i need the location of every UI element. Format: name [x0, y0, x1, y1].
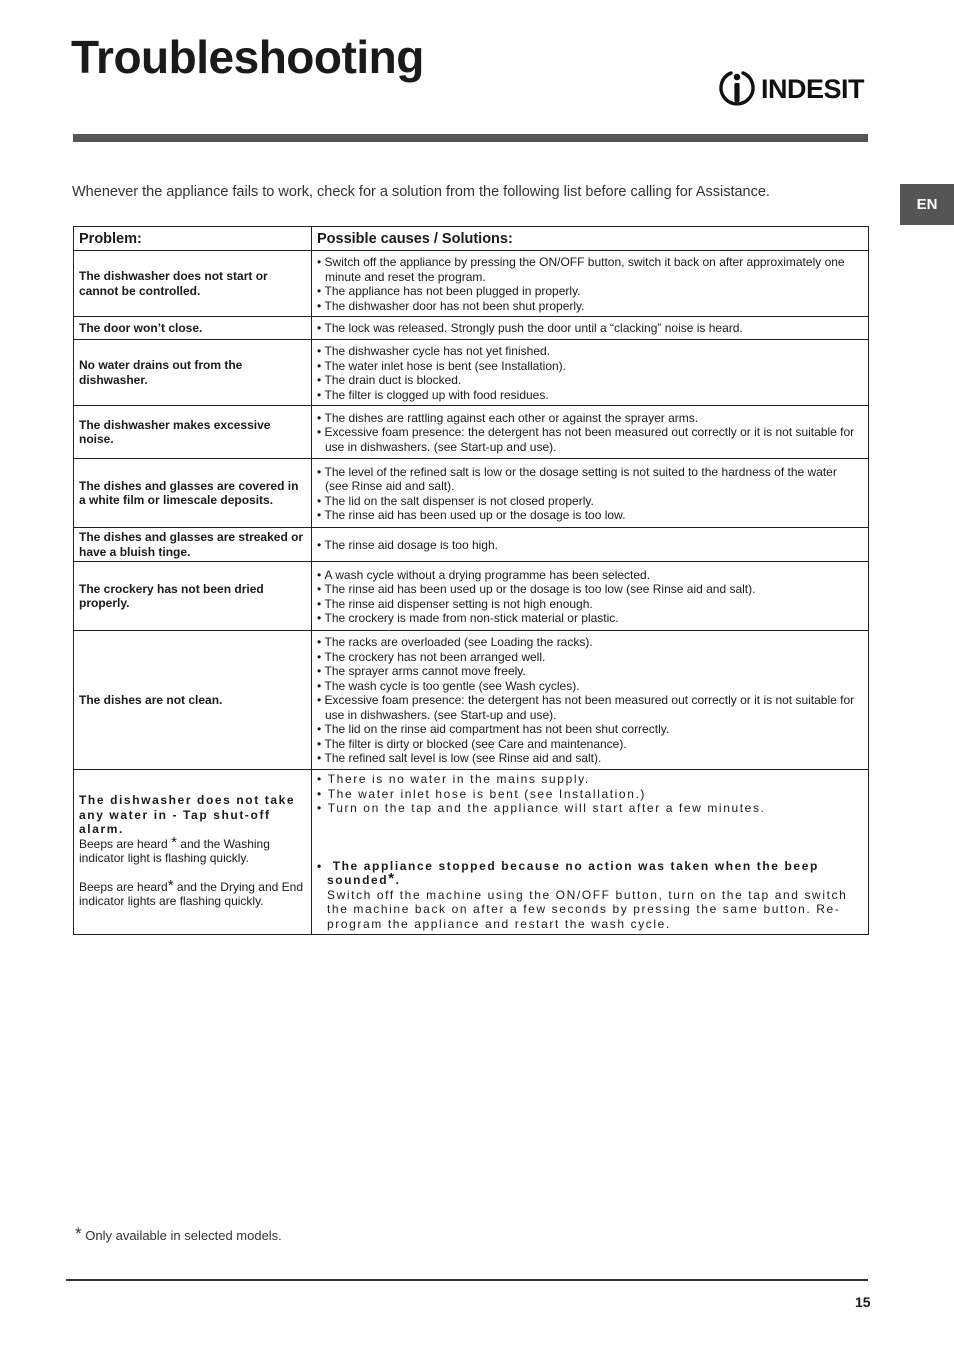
table-row [74, 770, 869, 935]
cause-item [317, 859, 863, 888]
cause-item: • Excessive foam presence: the detergent has not been measured out correctly or it is not suitable for use in dishwashers. (see Start-up and use). [317, 425, 863, 454]
cause-item: • The rinse aid dispenser setting is not high enough. [317, 597, 863, 612]
indesit-i-icon [718, 68, 756, 110]
cause-item: • The lid on the rinse aid compartment has not been shut correctly. [317, 722, 863, 737]
cause-item: • The filter is clogged up with food residues. [317, 388, 863, 403]
cause-item: • The level of the refined salt is low or the dosage setting is not suited to the hardness of the water (see Rinse aid and salt). [317, 465, 863, 494]
cause-item: • The refined salt level is low (see Rinse aid and salt). [317, 751, 863, 766]
causes-list [317, 635, 863, 766]
cause-bold-text: The appliance stopped because no action was taken when the beep sounded [327, 858, 819, 887]
table-row [74, 562, 869, 631]
cause-item: • The sprayer arms cannot move freely. [317, 664, 863, 679]
cause-item: • The rinse aid has been used up or the dosage is too low (see Rinse aid and salt). [317, 582, 863, 597]
problem-detail-text: Beeps are heard [79, 836, 168, 851]
table-row [74, 340, 869, 406]
causes-column-header: Possible causes / Solutions: [312, 227, 869, 251]
cause-bold-end: . [395, 873, 401, 887]
cause-item: • The dishwasher door has not been shut properly. [317, 299, 863, 314]
problem-detail-text: Beeps are heard [79, 879, 168, 894]
causes-cell [312, 251, 869, 317]
cause-item: • A wash cycle without a drying programme has been selected. [317, 568, 863, 583]
cause-item: • The dishwasher cycle has not yet finished. [317, 344, 863, 359]
problem-title: The dishwasher does not take any water in - Tap shut-off alarm. [79, 793, 296, 837]
problem-cell: The crockery has not been dried properly. [74, 562, 312, 631]
problem-cell: The door won’t close. [74, 317, 312, 340]
page-number: 15 [855, 1294, 871, 1310]
table-row [74, 459, 869, 528]
footer-divider [66, 1279, 868, 1281]
causes-list [317, 465, 863, 523]
cause-item: • The water inlet hose is bent (see Installation.) [317, 787, 863, 802]
causes-list [317, 538, 863, 553]
table-row [74, 251, 869, 317]
causes-list [317, 411, 863, 455]
causes-cell [312, 340, 869, 406]
problem-detail-text: and the Washing indicator light is flashing quickly. [79, 836, 270, 866]
cause-item: • The lid on the salt dispenser is not closed properly. [317, 494, 863, 509]
asterisk-mark: * [171, 833, 177, 851]
cause-item: • The lock was released. Strongly push the door until a “clacking” noise is heard. [317, 321, 863, 336]
causes-cell [312, 406, 869, 459]
cause-item: • The appliance has not been plugged in properly. [317, 284, 863, 299]
language-tab: EN [900, 184, 954, 225]
asterisk-mark: * [167, 876, 174, 894]
table-header-row [74, 227, 869, 251]
problem-cell: The dishes and glasses are streaked or have a bluish tinge. [74, 528, 312, 562]
causes-list [317, 344, 863, 402]
cause-item: • Excessive foam presence: the detergent has not been measured out correctly or it is not suitable for use in dishwashers. (see Start-up and use). [317, 693, 863, 722]
causes-list [317, 321, 863, 336]
table-body [74, 251, 869, 935]
cause-item: • There is no water in the mains supply. [317, 772, 863, 787]
cause-item: • The rinse aid has been used up or the dosage is too low. [317, 508, 863, 523]
causes-cell [312, 317, 869, 340]
asterisk-mark: * [75, 1224, 82, 1243]
causes-cell [312, 459, 869, 528]
problem-cell: The dishes are not clean. [74, 631, 312, 770]
causes-cell [312, 562, 869, 631]
causes-list [317, 568, 863, 626]
footnote-text: Only available in selected models. [85, 1228, 282, 1243]
problem-cell: The dishes and glasses are covered in a white film or limescale deposits. [74, 459, 312, 528]
causes-cell [312, 528, 869, 562]
cause-item: • The wash cycle is too gentle (see Wash cycles). [317, 679, 863, 694]
cause-item: • The dishes are rattling against each other or against the sprayer arms. [317, 411, 863, 426]
cause-item: • The crockery is made from non-stick material or plastic. [317, 611, 863, 626]
cause-item: • The rinse aid dosage is too high. [317, 538, 863, 553]
footnote [75, 1224, 282, 1243]
problem-column-header: Problem: [74, 227, 312, 251]
asterisk-mark: * [388, 870, 396, 887]
brand-name: INDESIT [761, 73, 865, 104]
table-row [74, 528, 869, 562]
causes-cell [312, 631, 869, 770]
intro-text: Whenever the appliance fails to work, check for a solution from the following list before calling for Assistance. [72, 184, 770, 200]
table-row [74, 631, 869, 770]
cause-item: • The filter is dirty or blocked (see Care and maintenance). [317, 737, 863, 752]
cause-detail: Switch off the machine using the ON/OFF button, turn on the tap and switch the machine back on after a few seconds by pressing the same button. Re-program the appliance and restart the wash cycle. [327, 887, 848, 931]
cause-item: • The crockery has not been arranged well. [317, 650, 863, 665]
problem-cell: The dishwasher does not start or cannot be controlled. [74, 251, 312, 317]
cause-item: • Turn on the tap and the appliance will start after a few minutes. [317, 801, 863, 816]
problem-cell: The dishwasher makes excessive noise. [74, 406, 312, 459]
troubleshooting-table [73, 226, 869, 935]
cause-item: • The drain duct is blocked. [317, 373, 863, 388]
causes-list [317, 255, 863, 313]
cause-item: • The water inlet hose is bent (see Installation). [317, 359, 863, 374]
causes-cell [312, 770, 869, 935]
problem-detail [79, 876, 306, 909]
page-title: Troubleshooting [71, 31, 424, 83]
problem-cell [74, 770, 312, 935]
table-row [74, 317, 869, 340]
problem-cell: No water drains out from the dishwasher. [74, 340, 312, 406]
header-divider [73, 134, 868, 142]
problem-detail-text: and the Drying and End indicator lights are flashing quickly. [79, 879, 304, 909]
cause-item: • The racks are overloaded (see Loading the racks). [317, 635, 863, 650]
cause-item: • Switch off the appliance by pressing the ON/OFF button, switch it back on after approximately one minute and reset the program. [317, 255, 863, 284]
table-row [74, 406, 869, 459]
brand-logo [718, 68, 864, 110]
problem-detail [79, 833, 306, 866]
